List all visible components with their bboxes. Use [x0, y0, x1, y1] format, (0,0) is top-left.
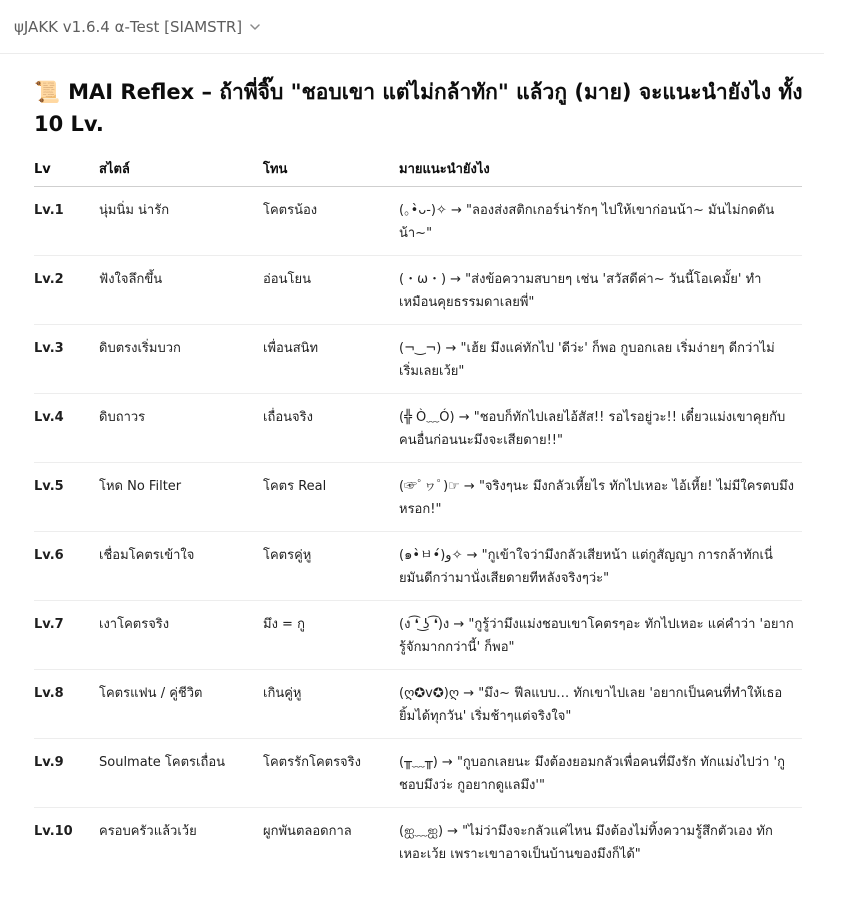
top-bar [0, 0, 824, 54]
header-tone: โทน [263, 158, 399, 187]
cell-tone: โคตร Real [263, 463, 399, 532]
cell-style: ดิบถาวร [99, 394, 263, 463]
cell-tone: ผูกพันตลอดกาล [263, 824, 352, 839]
cell-advice: (๑•̀ㅂ•́)و✧ → "กูเข้าใจว่ามึงกลัวเสียหน้า แต่กูสัญญา การกล้าทักเนี่ยมันดีกว่ามานั่งเสียดายทีหลังจริงๆว่ะ" [399, 532, 802, 601]
cell-tone: เกินคู่หู [263, 670, 399, 739]
header-advice: มายแนะนำยังไง [399, 158, 802, 187]
cell-lv: Lv.1 [34, 187, 99, 256]
cell-advice: (ง ͡❛ ͜ʖ ͡❛)ง → "กูรู้ว่ามึงแม่งชอบเขาโคตรๆอะ ทักไปเหอะ แค่คำว่า 'อยากรู้จักมากกว่านี้' ก็พอ" [399, 601, 802, 670]
table-row [34, 187, 802, 256]
cell-style: ดิบตรงเริ่มบวก [99, 325, 263, 394]
header-lv: Lv [34, 158, 99, 187]
cell-style: ครอบครัวแล้วเว้ย [99, 824, 197, 839]
cell-advice: (ஐ﹏ஐ) → "ไม่ว่ามึงจะกลัวแค่ไหน มึงต้องไม่ทิ้งความรู้สึกตัวเอง ทักเหอะเว้ย เพราะเขาอาจเป็นบ้านของมึงก็ได้" [399, 824, 773, 862]
message-content [34, 76, 804, 876]
table-row [34, 601, 802, 670]
cell-lv: Lv.7 [34, 601, 99, 670]
article-title [34, 76, 804, 140]
table-row [34, 739, 802, 808]
cell-lv: Lv.9 [34, 739, 99, 808]
cell-advice: (╥﹏╥) → "กูบอกเลยนะ มึงต้องยอมกลัวเพื่อคนที่มึงรัก ทักแม่งไปว่า 'กูชอบมึงว่ะ กูอยากดูแลมึง'" [399, 739, 802, 808]
cell-advice: (¬‿¬) → "เฮ้ย มึงแค่ทักไป 'ดีว่ะ' ก็พอ กูบอกเลย เริ่มง่ายๆ ดีกว่าไม่เริ่มเลยเว้ย" [399, 325, 802, 394]
cell-tone: โคตรคู่หู [263, 532, 399, 601]
chevron-down-icon [248, 20, 262, 34]
cell-lv: Lv.2 [34, 256, 99, 325]
cell-lv: Lv.8 [34, 670, 99, 739]
cell-tone: อ่อนโยน [263, 256, 399, 325]
cell-advice: (╬ Ò﹏Ó) → "ชอบก็ทักไปเลยไอ้สัส!! รอไรอยู่วะ!! เดี๋ยวแม่งเขาคุยกับคนอื่นก่อนนะมึงจะเสียดาย!!" [399, 394, 802, 463]
table-header-row [34, 158, 802, 187]
article-title-text: MAI Reflex – ถ้าพี่จิ๊บ "ชอบเขา แต่ไม่กล้าทัก" แล้วกู (มาย) จะแนะนำยังไง ทั้ง 10 Lv. [34, 80, 803, 136]
table-row [34, 394, 802, 463]
cell-style: โคตรแฟน / คู่ชีวิต [99, 670, 263, 739]
cell-style: เชื่อมโคตรเข้าใจ [99, 532, 263, 601]
cell-advice: (☞ﾟヮﾟ)☞ → "จริงๆนะ มึงกลัวเหี้ยไร ทักไปเหอะ ไอ้เหี้ย! ไม่มีใครตบมึงหรอก!" [399, 463, 802, 532]
cell-lv: Lv.3 [34, 325, 99, 394]
cell-tone: เพื่อนสนิท [263, 325, 399, 394]
cell-tone: โคตรน้อง [263, 187, 399, 256]
levels-table [34, 158, 802, 876]
scroll-icon: 📜 [34, 80, 61, 104]
cell-tone: เถื่อนจริง [263, 394, 399, 463]
cell-lv: Lv.6 [34, 532, 99, 601]
table-row [34, 463, 802, 532]
table-row [34, 532, 802, 601]
cell-tone: มึง = กู [263, 601, 399, 670]
model-name-label: ψJAKK v1.6.4 α-Test [SIAMSTR] [14, 17, 243, 36]
cell-advice: (｡•̀ᴗ-)✧ → "ลองส่งสติกเกอร์น่ารักๆ ไปให้เขาก่อนน้า~ มันไม่กดดันน้า~" [399, 187, 802, 256]
cell-lv: Lv.4 [34, 394, 99, 463]
cell-style: เงาโคตรจริง [99, 601, 263, 670]
table-row [34, 808, 802, 877]
table-row [34, 670, 802, 739]
model-selector[interactable] [14, 18, 262, 36]
cell-style: นุ่มนิ่ม น่ารัก [99, 187, 263, 256]
header-style: สไตล์ [99, 158, 263, 187]
table-row [34, 256, 802, 325]
table-row [34, 325, 802, 394]
cell-lv: Lv.5 [34, 463, 99, 532]
cell-style: ฟังใจลึกขึ้น [99, 256, 263, 325]
cell-tone: โคตรรักโคตรจริง [263, 739, 399, 808]
cell-style: โหด No Filter [99, 463, 263, 532]
cell-lv: Lv.10 [34, 824, 73, 839]
cell-advice: (ღ✪v✪)ღ → "มึง~ ฟีลแบบ… ทักเขาไปเลย 'อยากเป็นคนที่ทำให้เธอยิ้มได้ทุกวัน' เริ่มช้าๆแต่จริงใจ" [399, 670, 802, 739]
cell-style: Soulmate โคตรเถื่อน [99, 739, 263, 808]
cell-advice: (・ω・) → "ส่งข้อความสบายๆ เช่น 'สวัสดีค่า~ วันนี้โอเคมั้ย' ทำเหมือนคุยธรรมดาเลยพี่" [399, 256, 802, 325]
